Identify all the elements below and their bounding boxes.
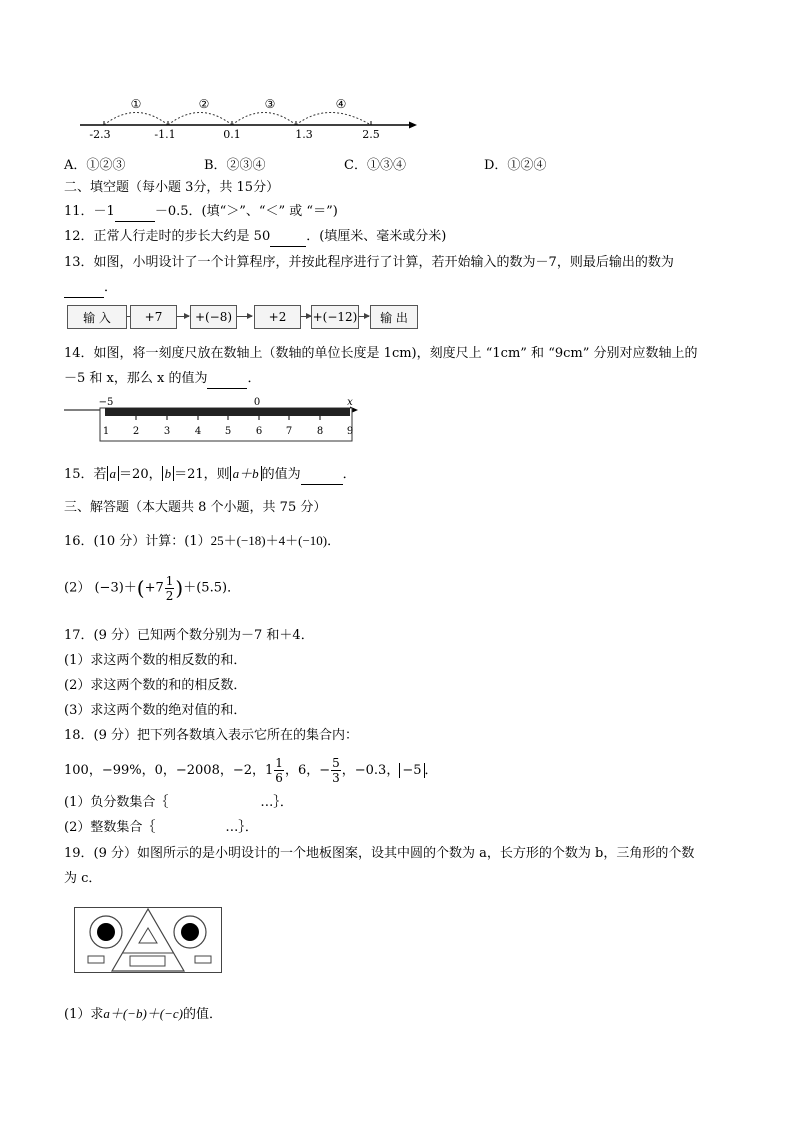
q16-line1 [64,532,340,551]
flow-arrow [237,316,252,317]
floor-pattern-figure [74,907,224,975]
q16-part2-label: (2） [64,580,91,596]
axis-label: x [347,397,353,408]
q19-sub1 [64,1005,222,1024]
q18-item2 [64,819,258,837]
q19-line1: 19．(9 分）如图所示的是小明设计的一个地板图案，设其中圆的个数为 a，长方形的个数为 b，三角形的个数 [64,846,695,861]
flow-arrow [177,316,189,317]
flow-box-input: 输 入 [67,305,127,329]
flow-arrow [301,316,311,317]
q18-item1-end: …｝． [260,795,293,810]
q19-line2: 为 c． [64,871,102,886]
answer-blank[interactable] [270,228,306,247]
q16-end2: ． [227,580,241,596]
denominator: 3 [332,771,340,785]
q13-line1: 13．如图，小明设计了一个计算程序，并按此程序进行了计算，若开始输入的数为－7，则最后输出的数为 [64,255,674,270]
option-c[interactable]: C．①③④ [344,158,406,173]
arc-label: ② [198,97,210,111]
q14-line2 [64,370,260,389]
ruler-label: 5 [224,426,232,437]
answer-blank[interactable] [115,203,155,222]
abs-b: b [162,466,175,481]
option-d[interactable]: D．①②④ [484,158,547,173]
q18-end: ． [424,763,438,778]
answer-blank[interactable] [301,466,343,485]
q15-eq1: ＝20， [119,467,162,482]
tick-label: -1.1 [154,128,176,141]
q14-end: ． [247,371,261,386]
tick-label: -2.3 [89,128,111,141]
fraction [274,756,284,785]
q13-end: ． [104,280,118,295]
paren-close: ) [175,576,184,600]
q11 [64,203,338,222]
flow-box-plus7: +7 [130,305,177,329]
q16-expr2b: +7 [144,580,164,596]
denominator: 6 [275,771,283,785]
option-b[interactable]: B．②③④ [204,158,266,173]
q18-item2-label: (2）整数集合｛ [64,820,156,835]
answer-blank[interactable] [207,370,247,389]
q16-expr2a: (−3)＋ [94,580,137,596]
q17-item: (1）求这两个数的相反数的和． [64,653,247,668]
tick-label: 1.3 [295,128,313,141]
section3-title: 三、解答题（本大题共 8 个小题，共 75 分） [64,500,327,515]
set-blank[interactable] [155,819,225,837]
q15-end: ． [342,467,356,482]
q18-nums-c: ，−0.3， [341,763,400,778]
numerator: 5 [332,756,340,770]
q16-expr2c: ＋(5.5) [183,580,228,596]
answer-blank[interactable] [64,279,104,298]
q15 [64,465,356,485]
axis-label: 0 [253,397,261,408]
q18-item1-label: (1）负分数集合｛ [64,795,169,810]
ruler-label: 4 [194,426,202,437]
numerator: 1 [165,573,174,588]
flow-box-output: 输 出 [370,305,418,329]
flow-box-plus-neg8: +(−8) [190,305,237,329]
q18-nums-a: 100，−99%，0，−2008，−2，1 [64,763,274,778]
q11-pre: 11．－1 [64,204,115,219]
ruler-label: 2 [132,426,140,437]
q17-title: 17．(9 分）已知两个数分别为－7 和＋4． [64,628,314,643]
q17-item: (3）求这两个数的绝对值的和． [64,703,247,718]
denominator: 2 [165,588,174,603]
ruler-label: 7 [285,426,293,437]
ruler-label: 8 [316,426,324,437]
ruler-label: 9 [346,426,354,437]
q16-line2 [64,573,240,604]
q16-end: ． [327,534,341,549]
arc-label: ① [130,97,142,111]
q19-sub1-post: 的值． [182,1007,222,1022]
q12 [64,228,446,247]
q11-post: －0.5．(填“＞”、“＜” 或 “＝”) [154,204,338,219]
q16-expr1: 25＋(−18)＋4＋(−10) [210,533,328,548]
flow-box-plus2: +2 [254,305,301,329]
q14-line1: 14．如图，将一刻度尺放在数轴上（数轴的单位长度是 1cm)，刻度尺上 “1cm” 和 “9cm” 分别对应数轴上的 [64,346,698,361]
paren-open: ( [136,576,145,600]
q17-item: (2）求这两个数的和的相反数． [64,678,247,693]
abs-a: a [107,466,120,481]
section2-title: 二、填空题（每小题 3分，共 15分） [64,180,280,195]
arc-label: ④ [335,97,347,111]
ruler-label: 6 [255,426,263,437]
q19-sub1-expr: a＋(−b)＋(−c) [103,1006,183,1021]
q12-pre: 12．正常人行走时的步长大约是 50 [64,229,271,244]
q18-numbers [64,755,438,787]
q15-pre: 15．若 [64,467,107,482]
fraction [331,756,341,785]
ruler-figure [64,396,364,446]
q18-item2-end: …｝． [225,820,258,835]
tick-label: 0.1 [223,128,241,141]
set-blank[interactable] [168,794,260,812]
option-a[interactable]: A．①②③ [64,158,126,173]
fraction [165,574,175,603]
numerator: 1 [275,756,283,770]
axis-label: −5 [98,397,114,408]
ruler-label: 3 [163,426,171,437]
ruler-label: 1 [102,426,110,437]
abs-value: −5 [399,763,424,778]
q18-nums-b: ，6，− [284,763,331,778]
q12-post: ．(填厘米、毫米或分米) [306,229,447,244]
q13-line2 [64,279,117,298]
q15-post: 的值为 [261,467,301,482]
flow-box-plus-neg12: +(−12) [311,305,359,329]
number-line-figure [74,92,424,142]
abs-a-plus-b: a＋b [230,466,262,481]
q14-pre: －5 和 x，那么 x 的值为 [64,371,208,386]
q18-title: 18．(9 分）把下列各数填入表示它所在的集合内： [64,728,359,743]
q16-pre: 16．(10 分）计算：(1） [64,534,211,549]
arc-label: ③ [264,97,276,111]
q18-item1 [64,794,293,812]
q10-options [64,154,764,172]
tick-label: 2.5 [362,128,380,141]
q19-sub1-pre: (1）求 [64,1007,104,1022]
flow-arrow [359,316,369,317]
q15-eq2: ＝21，则 [174,467,230,482]
